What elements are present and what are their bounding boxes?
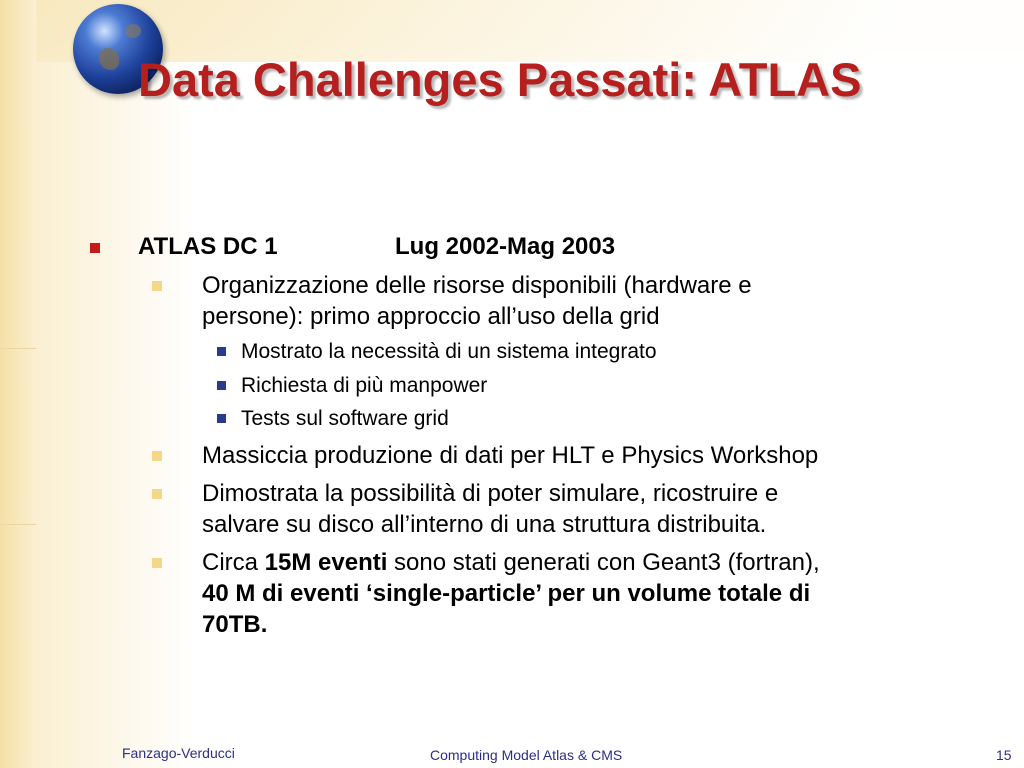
bullet-level3 xyxy=(217,414,226,423)
bullet-level1 xyxy=(90,243,100,253)
heading-period: Lug 2002-Mag 2003 xyxy=(395,233,616,260)
strip-divider xyxy=(0,524,36,525)
footer-authors: Fanzago-Verducci xyxy=(122,745,235,761)
background-left-strip xyxy=(0,0,36,768)
bullet-text: persone): primo approccio all’uso della grid xyxy=(202,303,660,330)
bullet-level3 xyxy=(217,381,226,390)
background-left-fade xyxy=(36,62,196,768)
bullet-text: salvare su disco all’interno di una struttura distribuita. xyxy=(202,511,767,538)
bullet-text-bold: 70TB. xyxy=(202,611,268,638)
bullet-text-bold: 40 M di eventi ‘single-particle’ per un volume totale di xyxy=(202,580,811,607)
bullet-text: Dimostrata la possibilità di poter simulare, ricostruire e xyxy=(202,480,779,507)
bullet-level2 xyxy=(152,558,162,568)
slide-title: Data Challenges Passati: ATLAS xyxy=(138,53,862,106)
text-bold: 15M eventi xyxy=(264,549,388,576)
strip-divider xyxy=(0,348,36,349)
bullet-text: Organizzazione delle risorse disponibili (hardware e xyxy=(202,272,752,299)
text-normal: sono stati generati con Geant3 (fortran), xyxy=(387,549,820,576)
bullet-text: Massiccia produzione di dati per HLT e Physics Workshop xyxy=(202,442,819,469)
bullet-level3 xyxy=(217,347,226,356)
heading-name: ATLAS DC 1 xyxy=(138,233,278,260)
sub-bullet-text: Tests sul software grid xyxy=(241,407,449,430)
bullet-level2 xyxy=(152,489,162,499)
page-number: 15 xyxy=(996,747,1012,763)
sub-bullet-text: Richiesta di più manpower xyxy=(241,374,488,397)
bullet-text xyxy=(202,549,820,577)
bullet-level2 xyxy=(152,451,162,461)
footer-center-text: Computing Model Atlas & CMS xyxy=(430,747,623,763)
bullet-level2 xyxy=(152,281,162,291)
sub-bullet-text: Mostrato la necessità di un sistema integrato xyxy=(241,340,657,363)
text-normal: Circa xyxy=(202,549,265,576)
